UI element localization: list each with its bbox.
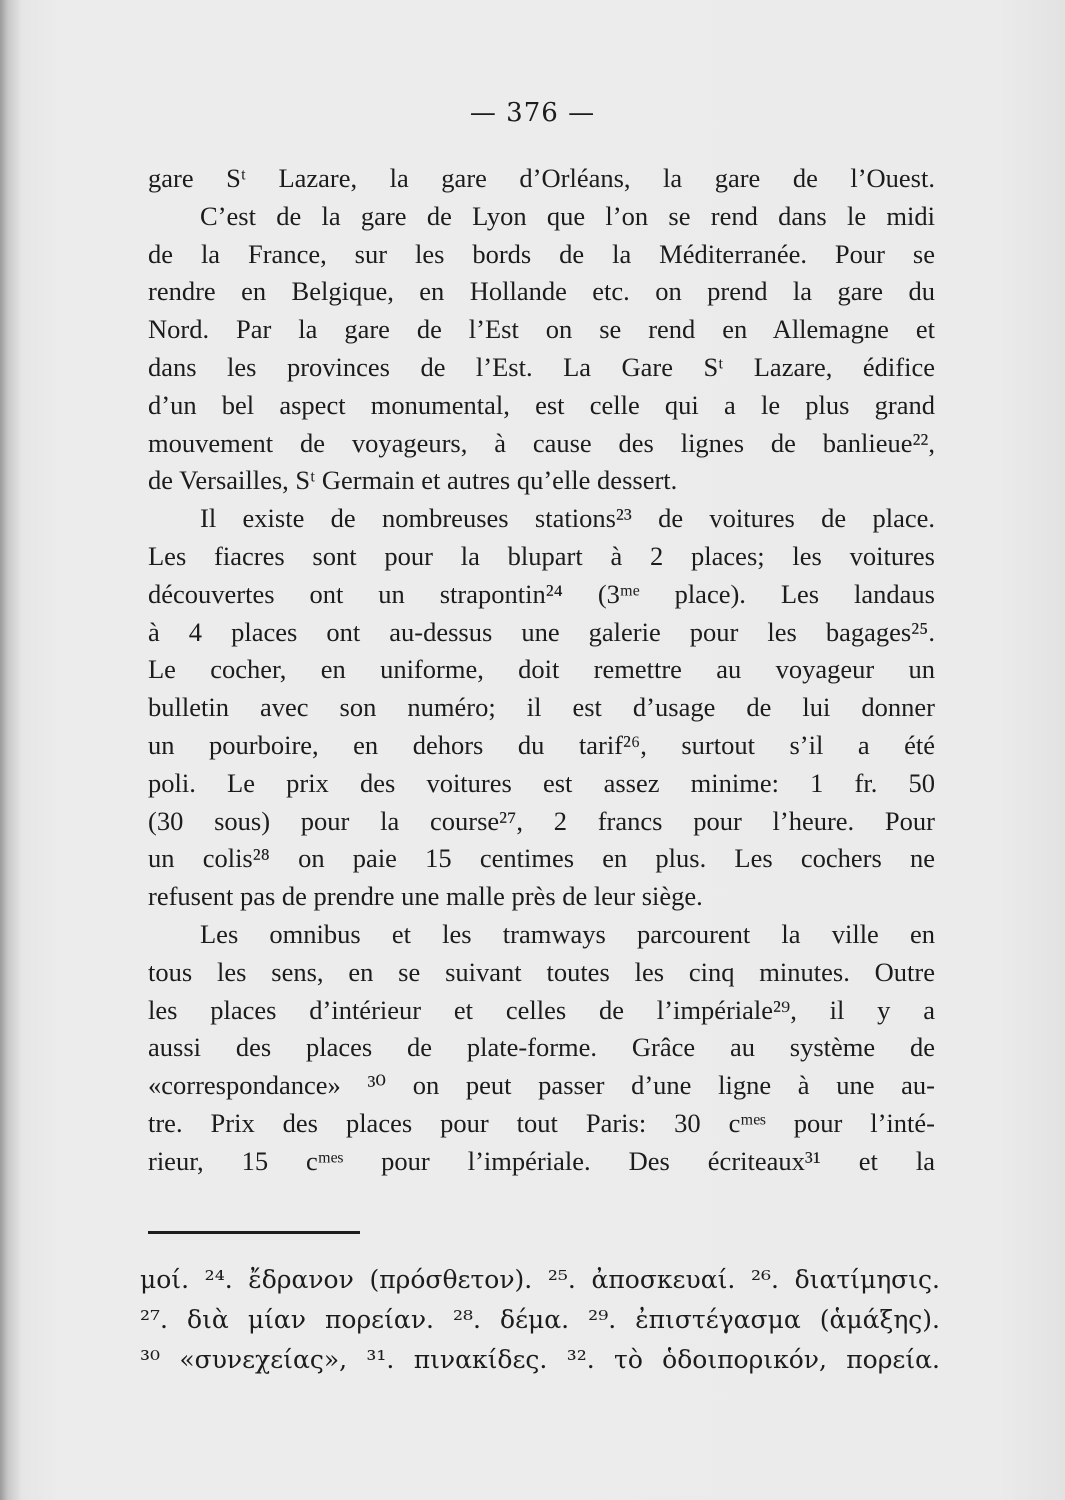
text-line: tre. Prix des places pour tout Paris: 30 cᵐᵉˢ pour l’inté- [148,1107,935,1138]
text-line: d’un bel aspect monumental, est celle qui a le plus grand [148,389,935,420]
text-line: bulletin avec son numéro; il est d’usage de lui donner [148,692,935,723]
text-line: Les fiacres sont pour la blupart à 2 places; les voitures [148,540,935,571]
text-line: «correspondance» ³⁰ on peut passer d’une ligne à une au- [148,1070,935,1101]
text-line: tous les sens, en se suivant toutes les cinq minutes. Outre [148,956,935,987]
page-number: — 376 — [469,98,596,128]
text-line: rendre en Belgique, en Hollande etc. on prend la gare du [148,276,935,307]
text-line: refusent pas de prendre une malle près de leur siège. [148,881,703,912]
text-line: les places d’intérieur et celles de l’impériale²⁹, il y a [148,994,935,1025]
text-line: mouvement de voyageurs, à cause des lignes de banlieue²², [148,427,935,458]
text-line: un colis²⁸ on paie 15 centimes en plus. Les cochers ne [148,843,935,874]
text-line: Le cocher, en uniforme, doit remettre au voyageur un [148,654,935,685]
text-line: (30 sous) pour la course²⁷, 2 francs pour l’heure. Pour [148,805,935,836]
text-line: Les omnibus et les tramways parcourent la ville en [200,918,935,949]
text-line: aussi des places de plate-forme. Grâce au système de [148,1032,935,1063]
text-line: Il existe de nombreuses stations²³ de voitures de place. [200,503,935,534]
text-line: Nord. Par la gare de l’Est on se rend en Allemagne et [148,314,935,345]
text-line: C’est de la gare de Lyon que l’on se rend dans le midi [200,200,935,231]
text-line: découvertes ont un strapontin²⁴ (3ᵐᵉ place). Les landaus [148,578,935,609]
footnote-rule [148,1231,360,1234]
text-line: de Versailles, Sᵗ Germain et autres qu’elle dessert. [148,465,678,496]
text-line: rieur, 15 cᵐᵉˢ pour l’impériale. Des écriteaux³¹ et la [148,1145,935,1176]
text-line: poli. Le prix des voitures est assez minime: 1 fr. 50 [148,767,935,798]
body-text [148,160,935,1181]
text-line: de la France, sur les bords de la Méditerranée. Pour se [148,238,935,269]
footnote-line: μοί. ²⁴. ἔδρανον (πρόσθετον). ²⁵. ἀποσκευαί. ²⁶. διατίμησις. [140,1265,940,1294]
text-line: un pourboire, en dehors du tarif²⁶, surtout s’il a été [148,729,935,760]
footnote-line: ³⁰ «συνεχείας», ³¹. πινακίδες. ³². τὸ ὁδοιπορικόν, πορεία. [140,1345,940,1374]
text-line: à 4 places ont au-dessus une galerie pour les bagages²⁵. [148,616,935,647]
footnotes [140,1260,940,1380]
footnote-line: ²⁷. διὰ μίαν πορείαν. ²⁸. δέμα. ²⁹. ἐπιστέγασμα (ἁμάξης). [140,1305,940,1334]
text-line: gare Sᵗ Lazare, la gare d’Orléans, la gare de l’Ouest. [148,163,935,193]
text-line: dans les provinces de l’Est. La Gare Sᵗ Lazare, édifice [148,351,935,382]
